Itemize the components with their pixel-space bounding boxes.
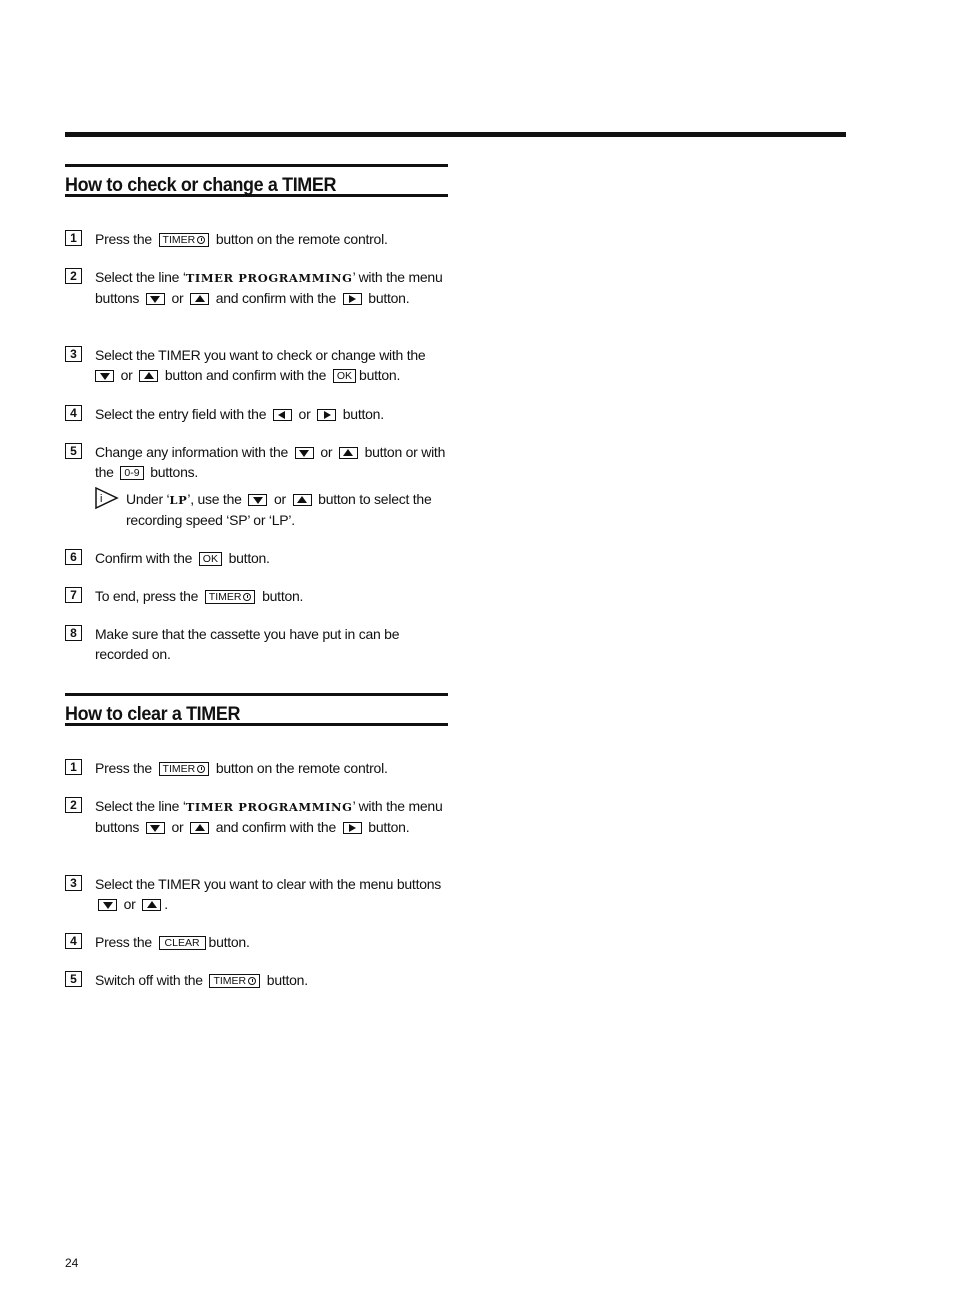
step-number: 7 xyxy=(65,587,82,603)
info-triangle-icon xyxy=(95,487,119,511)
arrow-up-icon xyxy=(190,822,209,834)
section-title: How to clear a TIMER xyxy=(65,703,241,725)
step-text: Press the TIMER button on the remote control. xyxy=(95,231,388,247)
clock-icon xyxy=(243,593,251,601)
arrow-down-icon xyxy=(146,293,165,305)
timer-key: TIMER xyxy=(205,590,256,604)
step-number: 1 xyxy=(65,230,82,246)
step-text: To end, press the TIMER button. xyxy=(95,588,304,604)
section-check-change-timer xyxy=(65,164,448,221)
step-text: Select the line ‘TIMER PROGRAMMING’ with the menu buttons or and confirm with the button. xyxy=(95,269,443,306)
step-text: Select the TIMER you want to check or change with the or button and confirm with the OK button. xyxy=(95,347,426,383)
osd-timer-programming: TIMER PROGRAMMING xyxy=(185,800,353,814)
step-text: Switch off with the TIMER button. xyxy=(95,972,308,988)
step-text: Make sure that the cassette you have put in can be recorded on. xyxy=(95,626,400,662)
step-number: 5 xyxy=(65,971,82,987)
step-number: 6 xyxy=(65,549,82,565)
svg-text:i: i xyxy=(100,493,103,505)
page-number: 24 xyxy=(65,1256,79,1270)
arrow-up-icon xyxy=(139,370,158,382)
timer-key: TIMER xyxy=(159,233,210,247)
step-number: 5 xyxy=(65,443,82,459)
step-number: 4 xyxy=(65,933,82,949)
step-number: 2 xyxy=(65,268,82,284)
arrow-right-icon xyxy=(343,293,362,305)
step-number: 3 xyxy=(65,875,82,891)
arrow-up-icon xyxy=(142,899,161,911)
timer-key: TIMER xyxy=(209,974,260,988)
arrow-down-icon xyxy=(98,899,117,911)
top-rule xyxy=(65,132,846,137)
step-text: Press the TIMER button on the remote control. xyxy=(95,760,388,776)
step-text: Select the entry field with the or button. xyxy=(95,406,384,422)
step-text: Select the TIMER you want to clear with the menu buttons or . xyxy=(95,876,442,912)
step-number: 3 xyxy=(65,346,82,362)
arrow-up-icon xyxy=(293,494,312,506)
digits-key: 0-9 xyxy=(120,466,143,480)
clock-icon xyxy=(197,765,205,773)
section-clear-timer xyxy=(65,693,448,750)
clock-icon xyxy=(197,236,205,244)
osd-timer-programming: TIMER PROGRAMMING xyxy=(185,271,353,285)
ok-key: OK xyxy=(333,369,356,383)
arrow-right-icon xyxy=(343,822,362,834)
arrow-right-icon xyxy=(317,409,336,421)
osd-lp: LP xyxy=(169,493,188,507)
step-text: Confirm with the OK button. xyxy=(95,550,270,566)
step-text: Press the CLEAR button. xyxy=(95,934,250,950)
tip-text: Under ‘LP’, use the or button to select the recording speed ‘SP’ or ‘LP’. xyxy=(126,491,432,528)
step-text: Change any information with the or button or with the 0-9 buttons. xyxy=(95,444,446,480)
clock-icon xyxy=(248,977,256,985)
step-number: 8 xyxy=(65,625,82,641)
clear-key: CLEAR xyxy=(159,936,206,950)
arrow-down-icon xyxy=(295,447,314,459)
step-number: 2 xyxy=(65,797,82,813)
section-heading xyxy=(65,164,448,197)
arrow-down-icon xyxy=(248,494,267,506)
timer-key: TIMER xyxy=(159,762,210,776)
section-title: How to check or change a TIMER xyxy=(65,174,337,196)
step-number: 4 xyxy=(65,405,82,421)
arrow-up-icon xyxy=(190,293,209,305)
arrow-down-icon xyxy=(146,822,165,834)
step-text: Select the line ‘TIMER PROGRAMMING’ with the menu buttons or and confirm with the button. xyxy=(95,798,443,835)
arrow-up-icon xyxy=(339,447,358,459)
arrow-left-icon xyxy=(273,409,292,421)
section-heading xyxy=(65,693,448,726)
step-number: 1 xyxy=(65,759,82,775)
ok-key: OK xyxy=(199,552,222,566)
arrow-down-icon xyxy=(95,370,114,382)
